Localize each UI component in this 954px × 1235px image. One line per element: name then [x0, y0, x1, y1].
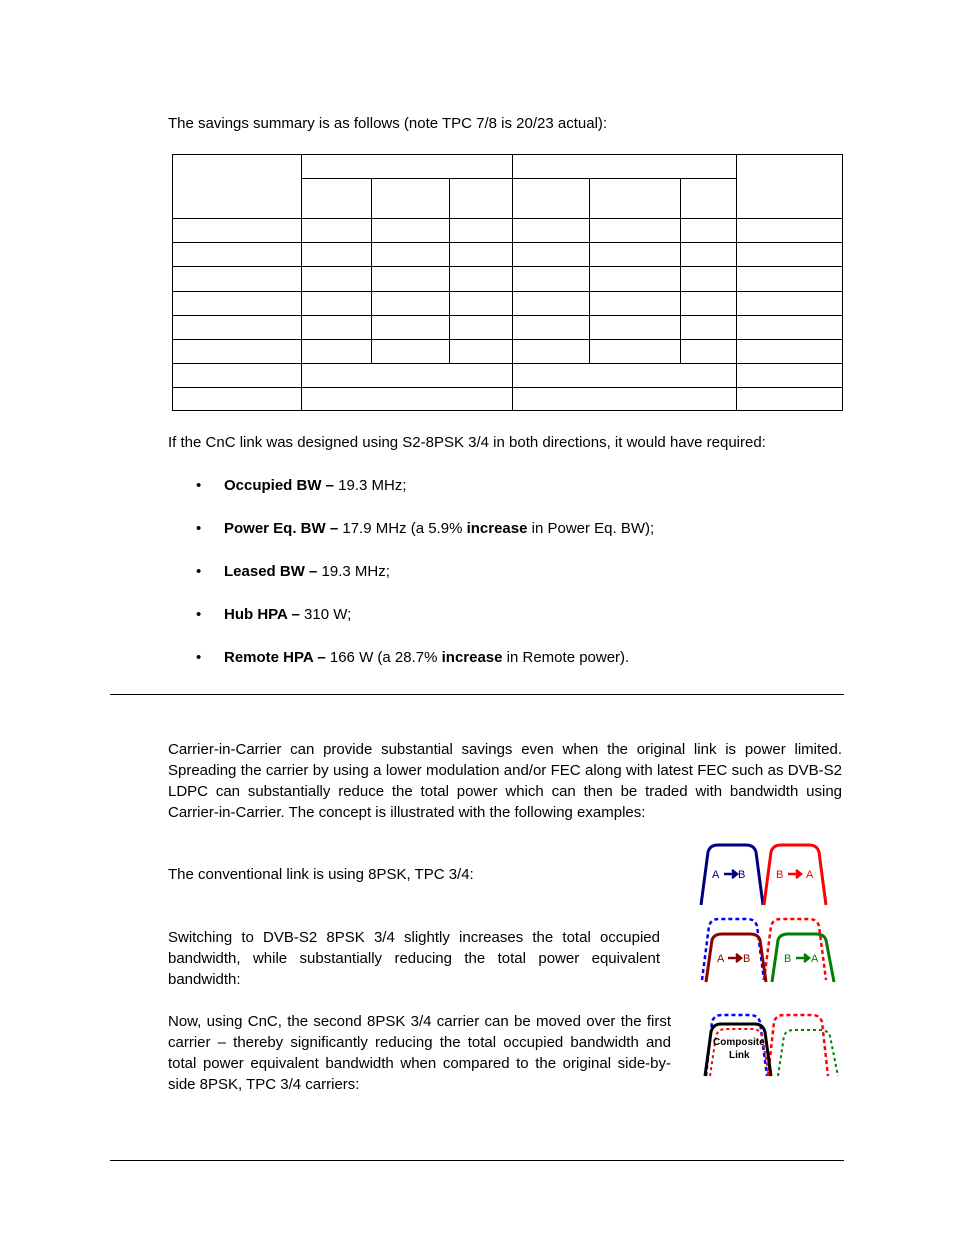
- original-carrier-dashed-shape: [768, 1015, 828, 1076]
- table-cell: [372, 243, 450, 267]
- table-cell: [513, 219, 590, 243]
- table-cell: [590, 219, 681, 243]
- bullet-value-end: in Remote power).: [502, 649, 630, 666]
- table-cell: [737, 219, 843, 243]
- bullet-icon: •: [196, 649, 202, 666]
- table-cell: [513, 267, 590, 291]
- list-item: [196, 604, 856, 647]
- bullet-emphasis: increase: [466, 520, 528, 537]
- example2-text: Switching to DVB-S2 8PSK 3/4 slightly increases the total occupied bandwidth, while substantially reducing the total power equivalent bandwidth:: [168, 929, 660, 988]
- table-cell: [302, 243, 372, 267]
- fig2-label-b: B: [743, 953, 751, 965]
- table-cell: [450, 243, 513, 267]
- bullet-icon: •: [196, 520, 202, 537]
- fig1-label-b2: B: [776, 869, 784, 881]
- table-cell: [737, 243, 843, 267]
- table-cell: [173, 387, 302, 410]
- table-cell: [737, 339, 843, 363]
- section-divider: [110, 694, 844, 695]
- table-cell: [302, 219, 372, 243]
- fig2-label-a2: A: [811, 953, 819, 965]
- table-cell: [681, 267, 737, 291]
- table-cell: [372, 219, 450, 243]
- table-cell: [450, 179, 513, 219]
- table-cell: [513, 243, 590, 267]
- arrow-right-icon: [724, 870, 737, 878]
- table-cell: [173, 243, 302, 267]
- table-cell: [302, 267, 372, 291]
- list-item: [196, 561, 856, 604]
- table-cell: [173, 291, 302, 315]
- table-cell: [513, 387, 737, 410]
- table-cell: [450, 267, 513, 291]
- table-cell: [302, 339, 372, 363]
- fig1-label-b: B: [738, 869, 746, 881]
- conventional-link-figure: [696, 840, 836, 908]
- list-item: [196, 647, 856, 690]
- table-cell: [681, 291, 737, 315]
- bullet-emphasis: increase: [441, 649, 503, 666]
- table-row: [173, 387, 843, 410]
- table-cell: [737, 315, 843, 339]
- table-cell: [590, 291, 681, 315]
- table-cell: [681, 339, 737, 363]
- table-row: [173, 243, 843, 267]
- table-cell: [372, 315, 450, 339]
- table-cell: [173, 363, 302, 387]
- fig3-label-composite: Composite: [713, 1037, 765, 1048]
- example3-text: Now, using CnC, the second 8PSK 3/4 carrier can be moved over the first carrier – thereby significantly reducing the total occupied bandwidth and total power equivalent bandwidth when compared to the original side-by-side 8PSK, TPC 3/4 carriers:: [168, 1013, 671, 1093]
- table-cell: [372, 179, 450, 219]
- table-cell: [513, 291, 590, 315]
- table-cell: [173, 315, 302, 339]
- bullet-label: Power Eq. BW –: [224, 520, 339, 537]
- table-cell: [513, 155, 737, 179]
- fig2-label-a: A: [717, 953, 725, 965]
- table-cell: [302, 155, 513, 179]
- table-cell: [590, 315, 681, 339]
- dvbs2-link-figure: [700, 914, 840, 984]
- table-cell: [302, 291, 372, 315]
- table-cell: [737, 387, 843, 410]
- bullet-value: 310 W;: [299, 606, 352, 623]
- table-cell: [681, 243, 737, 267]
- table-cell: [737, 155, 843, 219]
- table-cell: [590, 243, 681, 267]
- composite-link-figure: [700, 1008, 842, 1080]
- table-cell: [450, 219, 513, 243]
- bullet-icon: •: [196, 563, 202, 580]
- bullet-value: 166 W (a 28.7%: [325, 649, 442, 666]
- table-cell: [450, 291, 513, 315]
- table-cell: [450, 315, 513, 339]
- original-carrier-dashed-shape: [778, 1030, 838, 1076]
- cnc-intro-text: If the CnC link was designed using S2-8PSK 3/4 in both directions, it would have required:: [168, 434, 766, 451]
- bullet-label: Remote HPA –: [224, 649, 326, 666]
- bullet-label: Occupied BW –: [224, 477, 335, 494]
- table-row: [173, 291, 843, 315]
- intro-text: The savings summary is as follows (note TPC 7/8 is 20/23 actual):: [168, 115, 608, 132]
- bullet-label: Hub HPA –: [224, 606, 300, 623]
- fig3-label-link: Link: [729, 1050, 750, 1061]
- table-cell: [372, 339, 450, 363]
- bullet-label: Leased BW –: [224, 563, 318, 580]
- table-row: [173, 339, 843, 363]
- table-cell: [302, 179, 372, 219]
- table-cell: [681, 179, 737, 219]
- table-cell: [173, 155, 302, 219]
- arrow-right-icon: [788, 870, 801, 878]
- bullet-value: 17.9 MHz (a 5.9%: [338, 520, 467, 537]
- arrow-right-icon: [796, 954, 809, 962]
- table-cell: [302, 387, 513, 410]
- table-cell: [737, 267, 843, 291]
- table-row: [173, 363, 843, 387]
- table-cell: [173, 219, 302, 243]
- table-cell: [737, 291, 843, 315]
- bullet-icon: •: [196, 477, 202, 494]
- section-paragraph: Carrier-in-Carrier can provide substantial savings even when the original link is power limited. Spreading the carrier by using a lower modulation and/or FEC along with latest FEC such as DVB-S2 LDPC can substantially reduce the total power which can then be traded with bandwidth using Carrier-in-Carrier. The concept is illustrated with the following examples:: [168, 741, 842, 821]
- footer-divider: [110, 1160, 844, 1161]
- table-cell: [513, 339, 590, 363]
- table-cell: [372, 291, 450, 315]
- table-row: [173, 219, 843, 243]
- bullet-value: 19.3 MHz;: [317, 563, 390, 580]
- requirements-list: [196, 475, 856, 690]
- table-cell: [681, 219, 737, 243]
- arrow-right-icon: [728, 954, 741, 962]
- table-cell: [513, 315, 590, 339]
- bullet-icon: •: [196, 606, 202, 623]
- table-cell: [173, 339, 302, 363]
- table-cell: [302, 363, 513, 387]
- example1-text: The conventional link is using 8PSK, TPC 3/4:: [168, 866, 474, 883]
- table-cell: [302, 315, 372, 339]
- table-header-row: [173, 155, 843, 179]
- savings-summary-table: [172, 154, 843, 411]
- table-cell: [590, 267, 681, 291]
- bullet-value-end: in Power Eq. BW);: [527, 520, 655, 537]
- table-cell: [737, 363, 843, 387]
- table-cell: [590, 339, 681, 363]
- fig1-label-a: A: [712, 869, 720, 881]
- bullet-value: 19.3 MHz;: [334, 477, 407, 494]
- table-cell: [513, 363, 737, 387]
- table-cell: [513, 179, 590, 219]
- table-cell: [450, 339, 513, 363]
- fig1-label-a2: A: [806, 869, 814, 881]
- table-cell: [372, 267, 450, 291]
- table-cell: [590, 179, 681, 219]
- fig2-label-b2: B: [784, 953, 792, 965]
- list-item: [196, 518, 856, 561]
- table-row: [173, 267, 843, 291]
- table-cell: [681, 315, 737, 339]
- table-cell: [173, 267, 302, 291]
- list-item: [196, 475, 856, 518]
- table-row: [173, 315, 843, 339]
